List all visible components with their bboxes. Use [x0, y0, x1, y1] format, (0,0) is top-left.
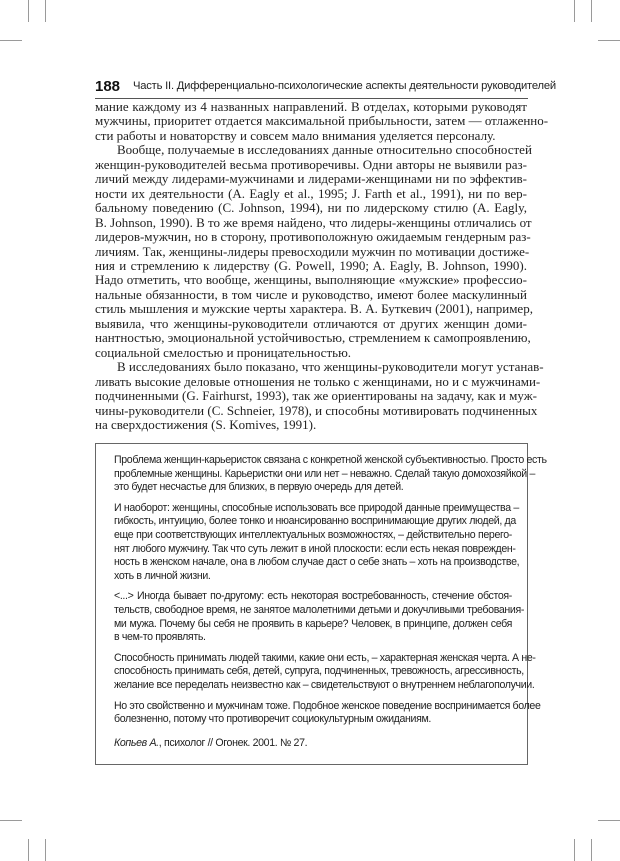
quote-paragraph [114, 651, 536, 693]
text-line: хоть в личной жизни. [114, 569, 211, 582]
text-line: ность в женском начале, она в любом случае даст о себе знать – хоть на производстве, [114, 556, 520, 569]
crop-mark [45, 839, 46, 861]
text-line: В исследованиях было показано, что женщины-руководители могут устанав- [117, 359, 544, 375]
text-line: мужчины, приоритет отдается максимальной прибыльности, затем — отлаженно- [95, 113, 549, 129]
crop-mark [598, 820, 620, 821]
quote-paragraph [114, 454, 547, 495]
quote-text [114, 454, 547, 750]
text-line: выявила, что женщины-руководители отличаются от других женщин доми- [95, 315, 527, 331]
crop-mark [574, 0, 575, 22]
citation-author: Копьев А. [114, 736, 159, 749]
text-line: лидеров-мужчин, но в сторону, противоположную ожидаемым гендерным раз- [95, 229, 531, 245]
quote-paragraph [114, 501, 520, 584]
crop-mark [28, 0, 29, 22]
quote-paragraph [114, 590, 525, 644]
page-number: 188 [95, 78, 121, 95]
text-line: нантностью, эмоциональной устойчивостью, стремлением к самопроявлению, [95, 330, 531, 346]
text-line: чины-руководители (C. Schneier, 1978), и способны мотивировать подчиненных [95, 402, 538, 418]
citation [114, 737, 512, 751]
crop-mark [598, 40, 620, 41]
text-line: способность принимать себя, детей, супруга, подчиненных, тревожность, агрессивность, [114, 665, 524, 678]
text-line: это будет несчастье для близких, в первую очередь для детей. [114, 481, 404, 494]
text-line: Способность принимать людей такими, какие они есть, – характерная женская черта. А не- [114, 651, 536, 664]
body-text [95, 99, 549, 432]
chapter-title: Часть II. Дифференциально-психологические аспекты деятельности руководителей [133, 80, 556, 92]
text-line: Вообще, получаемые в исследованиях данные относительно способностей [117, 142, 532, 158]
crop-mark [28, 839, 29, 861]
crop-mark [591, 839, 592, 861]
crop-mark [0, 820, 22, 821]
crop-mark [591, 0, 592, 22]
text-line: ности их деятельности (A. Eagly et al., 1995; J. Farth et al., 1991), ни по вер- [95, 185, 527, 201]
text-line: болезненно, потому что противоречит социокультурным ожиданиям. [114, 713, 432, 726]
crop-mark [0, 40, 22, 41]
text-line: ния и стремлению к лидерству (G. Powell, 1990; A. Eagly, B. Johnson, 1990). [95, 257, 527, 273]
text-line: Но это свойственно и мужчинам тоже. Подобное женское поведение воспринимается более [114, 699, 541, 712]
crop-mark [574, 839, 575, 861]
text-line: социальной смелостью и проницательностью. [95, 344, 352, 360]
quote-box [95, 443, 547, 765]
text-line: нальные обязанности, в том числе и руководство, имеют более маскулинный [95, 286, 527, 302]
text-line: мание каждому из 4 названных направлений. В отделах, которыми руководят [95, 99, 527, 114]
text-line: личиям. Так, женщины-лидеры превосходили мужчин по мотивации достиже- [95, 243, 530, 259]
crop-mark [45, 0, 46, 22]
text-line: сти работы и новаторству и совсем мало внимания уделяется персоналу. [95, 127, 496, 143]
text-line: бальному поведению (C. Johnson, 1994), ни по лидерскому стилю (A. Eagly, [95, 200, 527, 216]
text-line: тельств, свободное время, не занятое малолетними детьми и докучливыми требования- [114, 603, 525, 616]
text-line: гибкость, интуицию, более тонко и нюансированно воспринимающие других людей, да [114, 515, 516, 528]
text-line: ми мужа. Почему бы себя не проявить в карьере? Человек, в принципе, должен себя [114, 617, 512, 630]
text-line: Надо отметить, что вообще, женщины, выполняющие «мужские» профессио- [95, 272, 527, 288]
text-line: Проблема женщин-карьеристок связана с конкретной женской субъективностью. Просто есть [114, 454, 547, 466]
citation-source: , психолог // Огонек. 2001. № 27. [158, 736, 308, 749]
text-line: личий между лидерами-мужчинами и лидерами-женщинами ни по эффектив- [95, 171, 527, 187]
quote-paragraph [114, 699, 541, 727]
text-line: подчиненными (G. Fairhurst, 1993), так же ориентированы на задачу, как и муж- [95, 388, 538, 404]
text-line: <...> Иногда бывает по-другому: есть некоторая востребованность, стечение обстоя- [114, 590, 512, 603]
text-line: на сверхдостижения (S. Komives, 1991). [95, 416, 317, 432]
running-header [95, 78, 556, 99]
text-line: еще при соответствующих интеллектуальных возможностях, – действительно перего- [114, 528, 512, 541]
text-line: стиль мышления и мужские черты характера. В. А. Буткевич (2001), например, [95, 301, 533, 317]
text-line: ливать высокие деловые отношения не только с женщинами, но и с мужчинами- [95, 373, 541, 389]
text-line: женщин-руководителей весьма противоречивы. Одни авторы не выявили раз- [95, 156, 527, 172]
text-line: желание все переделать неизвестно как – свидетельствуют о внутреннем неблагополучии. [114, 678, 535, 691]
text-line: проблемные женщины. Карьеристки они или нет – неважно. Сделай такую домохозяйкой – [114, 467, 536, 480]
text-line: И наоборот: женщины, способные использовать все природой данные преимущества – [114, 501, 519, 514]
text-line: B. Johnson, 1990). В то же время найдено, что лидеры-женщины отличались от [95, 214, 532, 230]
text-line: нят любого мужчину. Так что суть лежит в иной плоскости: если есть некая поврежден- [114, 542, 516, 555]
text-line: в чем-то проявлять. [114, 631, 206, 644]
